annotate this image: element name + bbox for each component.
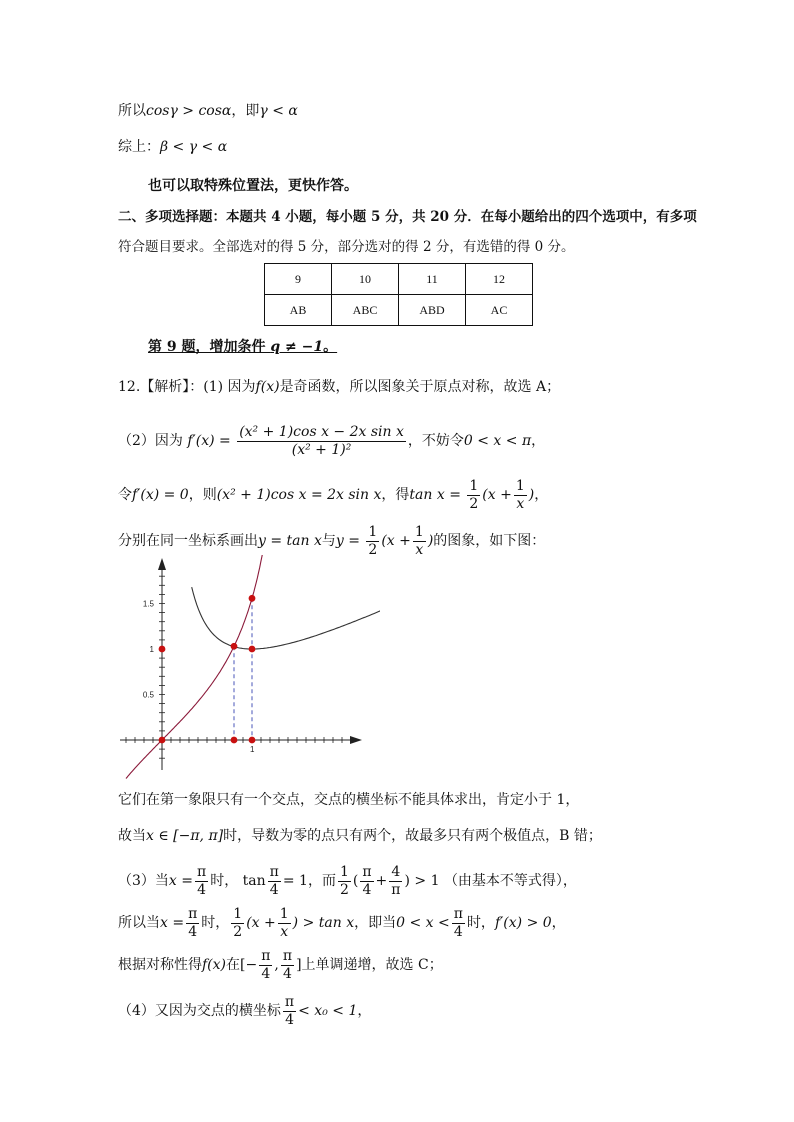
answer-table-cell: AB <box>265 295 332 326</box>
answer-table-cell: ABD <box>399 295 466 326</box>
intersection-points <box>159 595 256 743</box>
tan-curve <box>126 555 266 779</box>
graph-point <box>231 737 238 744</box>
function-graph <box>110 555 380 780</box>
derivative-fraction: $\frac{\text{(x² + 1)cos x − 2x sin x}}{\text{(x² + 1)²}}$ <box>239 423 404 458</box>
graph-point <box>159 646 166 653</box>
line-cos-compare: 所以cosγ > cosα，即γ < α <box>118 103 298 119</box>
answer-table-header: 11 <box>399 264 466 295</box>
answer-table-header: 9 <box>265 264 332 295</box>
answer-table-cell: AC <box>466 295 533 326</box>
q12-part2-result: 故当x ∈ [−π, π]时，导数为零的点只有两个，故最多只有两个极值点，B 错； <box>118 828 602 844</box>
graph-point <box>249 646 256 653</box>
x-tick-label: 1 <box>250 745 255 754</box>
answer-table-cell: ABC <box>332 295 399 326</box>
q12-part2-conclusion: 它们在第一象限只有一个交点，交点的横坐标不能具体求出，肯定小于 1， <box>118 792 580 808</box>
graph-point <box>231 643 238 650</box>
note-question-9: 第 9 题，增加条件 q ≠ −1。 <box>148 339 338 355</box>
q12-part3-line1: （3）当x = $\frac{\pi}{4}$ 时， tan $\frac{\pi}{4}$ = 1，而 $\frac{1}{2}$ ( $\frac{\pi}{4}$ + $\frac{4}{\pi}$ ) > 1 （由基本不等式得）， <box>118 863 577 898</box>
answer-table-header: 12 <box>466 264 533 295</box>
q12-part2-derivative: （2）因为 f′(x) = $\frac{\text{(x² + 1)cos x − 2x sin x}}{\text{(x² + 1)²}}$ ，不妨令0 < x < π， <box>118 423 546 458</box>
graph-point <box>249 737 256 744</box>
dashed-guides <box>234 598 252 740</box>
graph-point <box>159 737 166 744</box>
section-heading-multiple-choice: 二、多项选择题：本题共 4 小题，每小题 5 分，共 20 分．在每小题给出的四个选项中，有多项 <box>118 209 697 225</box>
y-tick-label: 1 <box>149 645 154 654</box>
q12-part1: 12.【解析】：(1) 因为f(x)是奇函数，所以图象关于原点对称，故选 A； <box>118 379 561 395</box>
answer-table-header: 10 <box>332 264 399 295</box>
q12-part3-line3: 根据对称性得f(x)在[− $\frac{\pi}{4}$ , $\frac{\pi}{4}$ ]上单调递增，故选 C； <box>118 947 443 982</box>
answer-table <box>264 263 533 326</box>
q12-graph-intro: 分别在同一坐标系画出y = tan x与y = $\frac{1}{2}$ (x + $\frac{1}{x}$ )的图象，如下图： <box>118 523 546 558</box>
section-scoring-rules: 符合题目要求。全部选对的得 5 分，部分选对的得 2 分，有选错的得 0 分。 <box>118 239 575 255</box>
y-tick-label: 0.5 <box>142 690 154 700</box>
answer-table-header-row <box>265 264 533 295</box>
hyperbola-curve <box>192 587 380 649</box>
y-tick-label: 1.5 <box>142 599 154 609</box>
line-special-position-tip: 也可以取特殊位置法，更快作答。 <box>148 178 358 194</box>
answer-table-row <box>265 295 533 326</box>
q12-part3-line2: 所以当x = $\frac{\pi}{4}$ 时， $\frac{1}{2}$ (x + $\frac{1}{x}$ ) > tan x，即当0 < x < $\frac{\pi}{4}$ 时，f′(x) > 0， <box>118 905 566 940</box>
q12-part4: （4）又因为交点的横坐标 $\frac{\pi}{4}$ < x₀ < 1， <box>118 993 372 1028</box>
line-summary: 综上：β < γ < α <box>118 139 228 155</box>
q12-part2-equation: 令f′(x) = 0，则(x² + 1)cos x = 2x sin x，得tan x = $\frac{1}{2}$ (x + $\frac{1}{x}$ )， <box>118 477 549 512</box>
graph-point <box>249 595 256 602</box>
x-axis-arrow <box>350 736 362 744</box>
y-axis-arrow <box>158 558 166 570</box>
